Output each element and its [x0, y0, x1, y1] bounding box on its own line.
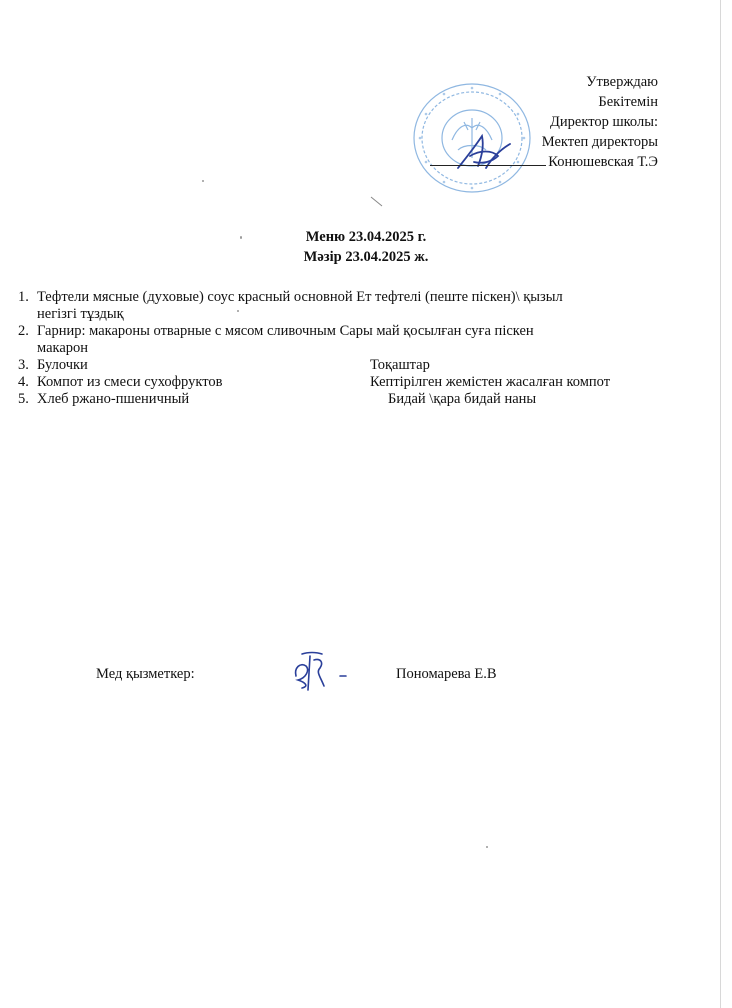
footer-signature-row: [0, 666, 732, 696]
approval-block: [430, 72, 658, 172]
med-worker-name: Пономарева Е.В: [396, 666, 497, 682]
item-number: 2.: [18, 323, 29, 339]
med-worker-label: Мед қызметкер:: [96, 666, 195, 682]
item-name-ru: Хлеб ржано-пшеничный: [37, 391, 190, 407]
scan-edge-line: [720, 0, 721, 1008]
director-position-kz: Мектеп директоры: [541, 134, 658, 150]
item-text-line: негізгі тұздық: [37, 306, 124, 322]
director-name: Конюшевская Т.Э: [548, 154, 658, 170]
item-name-kz: Тоқаштар: [370, 357, 430, 373]
scan-scratch: [370, 196, 384, 208]
approval-title-ru: Утверждаю: [586, 74, 658, 90]
item-name-ru: Булочки: [37, 357, 88, 373]
item-number: 1.: [18, 289, 29, 305]
list-item: [18, 391, 678, 408]
item-number: 4.: [18, 374, 29, 390]
item-number: 3.: [18, 357, 29, 373]
director-name-line: [430, 152, 658, 172]
item-text-line: макарон: [37, 340, 89, 356]
list-item: [18, 374, 678, 391]
item-name-ru: Компот из смеси сухофруктов: [37, 374, 223, 390]
list-item: [18, 289, 678, 323]
menu-title-ru: Меню 23.04.2025 г.: [305, 229, 427, 245]
approval-title-kz: Бекітемін: [598, 94, 658, 110]
med-worker-signature: [286, 646, 356, 692]
director-position-ru: Директор школы:: [550, 114, 658, 130]
scan-speck: [486, 846, 488, 848]
scan-speck: [202, 180, 204, 182]
menu-title-kz: Мәзір 23.04.2025 ж.: [303, 249, 429, 265]
list-item: [18, 323, 678, 357]
item-name-kz: Кептірілген жемістен жасалған компот: [370, 374, 611, 390]
list-item: [18, 357, 678, 374]
signature-underline: [430, 153, 546, 166]
item-number: 5.: [18, 391, 29, 407]
item-text-line: Гарнир: макароны отварные с мясом сливочным Сары май қосылған суға піскен: [37, 323, 534, 339]
item-text-line: Тефтели мясные (духовые) соус красный основной Ет тефтелі (пеште піскен)\ қызыл: [37, 289, 563, 305]
item-name-kz: Бидай \қара бидай наны: [388, 391, 537, 407]
menu-list: [18, 289, 678, 408]
